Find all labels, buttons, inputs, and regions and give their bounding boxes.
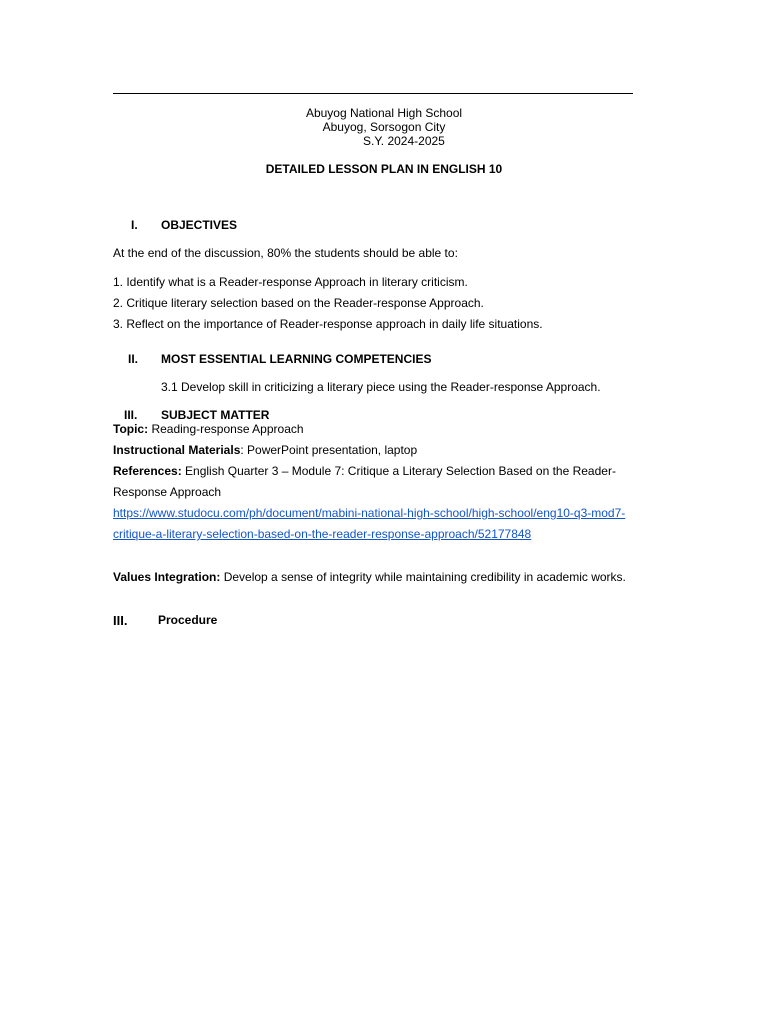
values-integration-line <box>113 570 626 584</box>
header-rule <box>113 93 633 94</box>
objectives-intro: At the end of the discussion, 80% the students should be able to: <box>113 246 458 260</box>
values-label: Values Integration: <box>113 570 221 584</box>
competencies-heading: MOST ESSENTIAL LEARNING COMPETENCIES <box>161 352 432 366</box>
competency-item: 3.1 Develop skill in criticizing a literary piece using the Reader-response Approach. <box>161 380 601 394</box>
objective-item-1: 1. Identify what is a Reader-response Approach in literary criticism. <box>113 275 468 289</box>
reference-link-line-2[interactable]: critique-a-literary-selection-based-on-the-reader-response-approach/52177848 <box>113 527 532 541</box>
competencies-numeral: II. <box>128 352 139 366</box>
objectives-heading: OBJECTIVES <box>161 218 238 232</box>
objectives-numeral: I. <box>131 218 138 232</box>
school-name: Abuyog National High School <box>305 106 463 120</box>
reference-link-line-1[interactable]: https://www.studocu.com/ph/document/mabini-national-high-school/high-school/eng10-q3-mod7- <box>113 506 626 520</box>
references-line-1 <box>113 464 616 478</box>
subject-matter-numeral: III. <box>124 408 138 422</box>
materials-value: : PowerPoint presentation, laptop <box>240 443 418 457</box>
materials-label: Instructional Materials <box>113 443 241 457</box>
objective-item-3: 3. Reflect on the importance of Reader-response approach in daily life situations. <box>113 317 543 331</box>
procedure-numeral: III. <box>113 613 128 628</box>
values-value: Develop a sense of integrity while maintaining credibility in academic works. <box>220 570 626 584</box>
topic-value: Reading-response Approach <box>148 422 304 436</box>
references-line-2: Response Approach <box>113 485 222 499</box>
document-title: DETAILED LESSON PLAN IN ENGLISH 10 <box>265 162 503 176</box>
topic-line <box>113 422 304 436</box>
references-value: English Quarter 3 – Module 7: Critique a Literary Selection Based on the Reader- <box>181 464 616 478</box>
school-year: S.Y. 2024-2025 <box>363 134 445 148</box>
subject-matter-heading: SUBJECT MATTER <box>161 408 270 422</box>
references-label: References: <box>113 464 182 478</box>
topic-label: Topic: <box>113 422 149 436</box>
objective-item-2: 2. Critique literary selection based on the Reader-response Approach. <box>113 296 484 310</box>
procedure-heading: Procedure <box>158 613 218 627</box>
materials-line <box>113 443 417 457</box>
school-location: Abuyog, Sorsogon City <box>322 120 446 134</box>
